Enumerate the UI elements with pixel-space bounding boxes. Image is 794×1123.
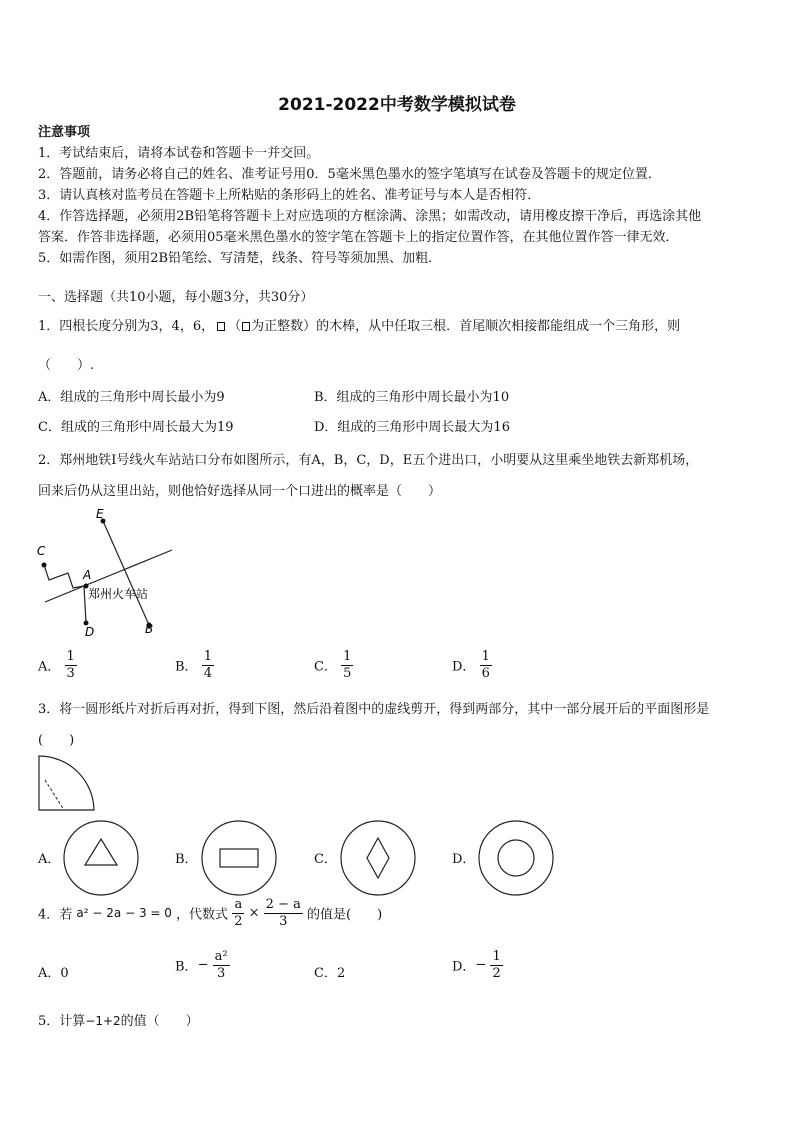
option-c: C．组成的三角形中周长最大为19 [38,420,234,435]
section-heading: 一、选择题（共10小题，每小题3分，共30分） [38,290,314,305]
option-a-label: A． [38,852,61,867]
q5-suffix: 的值（ ） [120,1014,199,1029]
fraction [264,898,303,928]
q4-equation: a² − 2a − 3 = 0 [76,906,172,921]
denominator: 3 [216,965,226,981]
option-a: A．组成的三角形中周长最小为9 [38,390,225,405]
option-d [452,950,503,980]
numerator: 1 [481,649,490,664]
denominator: 3 [279,913,288,929]
label-a: A [83,568,92,582]
fraction [202,650,214,680]
question-5-stem [38,1010,199,1029]
question-3-stem: 3．将一圆形纸片对折后再对折，得到下图，然后沿着图中的虚线剪开，得到两部分，其中一部分展开后的平面图形是 [38,702,710,717]
label-e: E [96,507,104,521]
denominator: 3 [66,665,75,681]
option-b [175,650,214,680]
option-d [452,650,492,680]
denominator: 6 [481,665,490,681]
outer-circle [64,821,138,895]
option-b [175,950,230,980]
numerator: a [234,897,243,912]
fraction [341,650,353,680]
option-label: B． [175,659,198,675]
q1-stem-part: 1．四根长度分别为3，4，6， [38,319,215,334]
q4-mid: ，代数式 [176,907,229,923]
answer-paren: （ ）. [38,358,95,373]
station-map-figure [32,505,177,640]
dashed-cut-line [45,780,64,810]
notice-item: 1．考试结束后，请将本试卷和答题卡一并交回。 [38,146,320,161]
missing-symbol-box [217,322,225,331]
numerator: a² [214,949,228,964]
label-b: B [145,622,154,636]
q4-suffix: 的值是( ) [307,907,383,923]
exit-point-c [42,563,47,568]
numerator: 1 [492,949,501,964]
option-d: D．组成的三角形中周长最大为16 [314,420,510,435]
outer-circle [479,821,553,895]
numerator: 1 [66,649,75,664]
times-sign: × [248,905,260,921]
outer-circle [341,821,415,895]
notice-item: 3．请认真核对监考员在答题卡上所粘贴的条形码上的姓名、准考证号与本人是否相符． [38,188,541,203]
q4-prefix: 4．若 [38,907,73,923]
option-b: B．组成的三角形中周长最小为10 [314,390,510,405]
option-a-figure [62,819,140,897]
denominator: 2 [492,965,501,981]
fraction [480,650,492,680]
road-line [103,521,149,625]
option-c [314,650,353,680]
denominator: 5 [343,665,352,681]
option-c-label: C． [314,852,337,867]
notice-item: 答案．作答非选择题，必须用05毫米黑色墨水的签字笔在答题卡上的指定位置作答，在其他位置作答一律无效． [38,230,679,245]
notice-heading: 注意事项 [38,125,91,140]
option-c: C．2 [314,966,346,981]
fraction [232,898,244,928]
q1-stem-part: （ [228,319,242,334]
q5-expression: −1+2 [85,1014,121,1028]
question-1-stem [38,315,680,334]
quarter-circle [39,756,94,810]
label-d: D [85,625,95,639]
question-2-stem-cont: 回来后仍从这里出站，则他恰好选择从同一个口进出的概率是（ ） [38,484,442,499]
fraction [65,650,77,680]
numerator: 1 [343,649,352,664]
numerator: 2 − a [265,897,301,912]
notice-item: 4．作答选择题，必须用2B铅笔将答题卡上对应选项的方框涂满、涂黑；如需改动，请用橡皮擦干净后，再选涂其他 [38,209,702,224]
option-label: A． [38,659,61,675]
option-b-figure [200,819,278,897]
option-d-label: D． [452,852,476,867]
numerator: 1 [203,649,212,664]
option-label: C． [314,659,337,675]
option-a: A．0 [38,966,69,981]
folded-sector-figure [36,752,98,814]
option-label: D． [452,959,476,975]
missing-symbol-box [242,322,250,331]
denominator: 4 [203,665,212,681]
fraction [490,950,502,980]
option-label: B． [175,959,198,975]
q1-stem-part: 为正整数）的木棒，从中任取三根．首尾顺次相接都能组成一个三角形，则 [251,319,681,334]
question-4-stem [38,898,382,928]
denominator: 2 [234,913,243,929]
q5-prefix: 5．计算 [38,1014,86,1029]
fraction [213,950,230,980]
page-title: 2021-2022中考数学模拟试卷 [278,95,516,115]
option-d-figure [477,819,555,897]
notice-item: 5．如需作图，须用2B铅笔绘、写清楚，线条、符号等须加黑、加粗． [38,251,442,266]
outer-circle [202,821,276,895]
diamond-hole [367,838,389,878]
option-a [38,650,77,680]
notice-item: 2．答题前，请务必将自己的姓名、准考证号用0．5毫米黑色墨水的签字笔填写在试卷及答题卡的规定位置． [38,167,661,182]
minus-sign: − [197,957,209,973]
question-2-stem: 2．郑州地铁Ⅰ号线火车站站口分布如图所示，有A，B，C，D，E五个进出口，小明要从这里乘坐地铁去新郑机场， [38,453,699,468]
option-b-label: B． [175,852,198,867]
label-c: C [37,544,46,558]
minus-sign: − [475,957,487,973]
option-c-figure [339,819,417,897]
rectangle-hole [220,849,258,867]
station-label: 郑州火车站 [88,587,149,601]
circle-hole [498,840,534,876]
triangle-hole [85,839,117,865]
answer-paren: ( ) [38,733,75,748]
option-label: D． [452,659,476,675]
